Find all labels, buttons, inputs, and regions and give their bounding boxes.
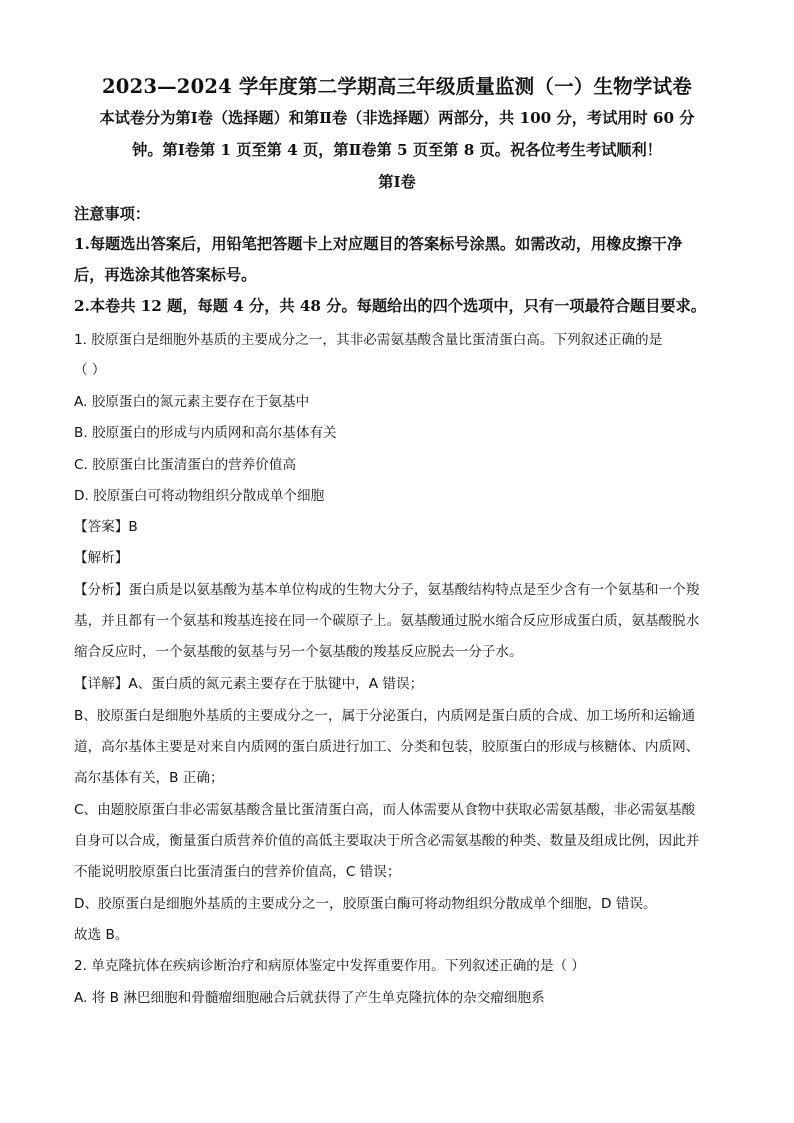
q1-stem-line-2: （ ）	[74, 362, 106, 378]
q1-detail-line-2: B、胶原蛋白是细胞外基质的主要成分之一，属于分泌蛋白，内质网是蛋白质的合成、加工场所和运输通	[74, 708, 696, 724]
notice-item-1-line-1: 1.每题选出答案后，用铅笔把答题卡上对应题目的答案标号涂黑。如需改动，用橡皮擦干净	[74, 235, 683, 253]
q1-fenxi-line-1	[74, 578, 794, 598]
q1-detail-line-6: 自身可以合成，衡量蛋白质营养价值的高低主要取决于所含必需氨基酸的种类、数量及组成比例，因此并	[74, 833, 700, 849]
q1-fenxi-line-2: 基，并且都有一个氨基和羧基连接在同一个碳原子上。氨基酸通过脱水缩合反应形成蛋白质，氨基酸脱水	[74, 613, 700, 629]
q1-option-c: C. 胶原蛋白比蛋清蛋白的营养价值高	[74, 457, 297, 473]
q2-stem: 2. 单克隆抗体在疾病诊断治疗和病原体鉴定中发挥重要作用。下列叙述正确的是（ ）	[74, 958, 585, 974]
fenxi-label: 【分析】	[74, 582, 129, 598]
answer-label: 【答案】	[74, 519, 129, 535]
q1-detail-line-7: 不能说明胶原蛋白比蛋清蛋白的营养价值高，C 错误；	[74, 864, 401, 880]
q1-option-d: D. 胶原蛋白可将动物组织分散成单个细胞	[74, 488, 325, 504]
q1-detail-line-1	[74, 672, 794, 692]
q1-detail-line-5: C、由题胶原蛋白非必需氨基酸含量比蛋清蛋白高，而人体需要从食物中获取必需氨基酸，非必需氨基酸	[74, 802, 696, 818]
fenxi-text-1: 蛋白质是以氨基酸为基本单位构成的生物大分子，氨基酸结构特点是至少含有一个氨基和一个羧	[128, 582, 700, 598]
exam-intro-line-1: 本试卷分为第Ⅰ卷（选择题）和第Ⅱ卷（非选择题）两部分，共 100 分，考试用时 60 分	[99, 109, 695, 127]
notice-heading: 注意事项：	[74, 205, 150, 223]
volume-heading: 第Ⅰ卷	[378, 173, 416, 191]
q1-stem-line-1: 1. 胶原蛋白是细胞外基质的主要成分之一，其非必需氨基酸含量比蛋清蛋白高。下列叙述正确的是	[74, 332, 663, 348]
q1-analysis-label: 【解析】	[74, 550, 129, 566]
q1-detail-line-4: 高尔基体有关，B 正确；	[74, 770, 224, 786]
notice-item-1-line-2: 后，再选涂其他答案标号。	[74, 266, 257, 284]
q1-detail-line-3: 道，高尔基体主要是对来自内质网的蛋白质进行加工、分类和包装，胶原蛋白的形成与核糖体、内质网、	[74, 739, 700, 755]
answer-value: B	[128, 519, 138, 535]
exam-intro-line-2: 钟。第Ⅰ卷第 1 页至第 4 页，第Ⅱ卷第 5 页至第 8 页。祝各位考生考试顺利！	[132, 141, 662, 159]
exam-title: 2023—2024 学年度第二学期高三年级质量监测（一）生物学试卷	[102, 75, 692, 98]
q1-fenxi-line-3: 缩合反应时，一个氨基酸的氨基与另一个氨基酸的羧基反应脱去一分子水。	[74, 644, 523, 660]
q1-option-a: A. 胶原蛋白的氮元素主要存在于氨基中	[74, 394, 310, 410]
q1-option-b: B. 胶原蛋白的形成与内质网和高尔基体有关	[74, 425, 337, 441]
q1-detail-line-9: 故选 B。	[74, 927, 129, 943]
xiangjie-label: 【详解】	[74, 676, 129, 692]
q1-detail-line-8: D、胶原蛋白是细胞外基质的主要成分之一，胶原蛋白酶可将动物组织分散成单个细胞，D 错误。	[74, 896, 657, 912]
xiangjie-text-1: A、蛋白质的氮元素主要存在于肽键中，A 错误；	[128, 676, 424, 692]
q1-answer	[74, 515, 794, 535]
notice-item-2: 2.本卷共 12 题，每题 4 分，共 48 分。每题给出的四个选项中，只有一项最符合题目要求。	[74, 297, 706, 315]
q2-option-a: A. 将 B 淋巴细胞和骨髓瘤细胞融合后就获得了产生单克隆抗体的杂交瘤细胞系	[74, 990, 545, 1006]
